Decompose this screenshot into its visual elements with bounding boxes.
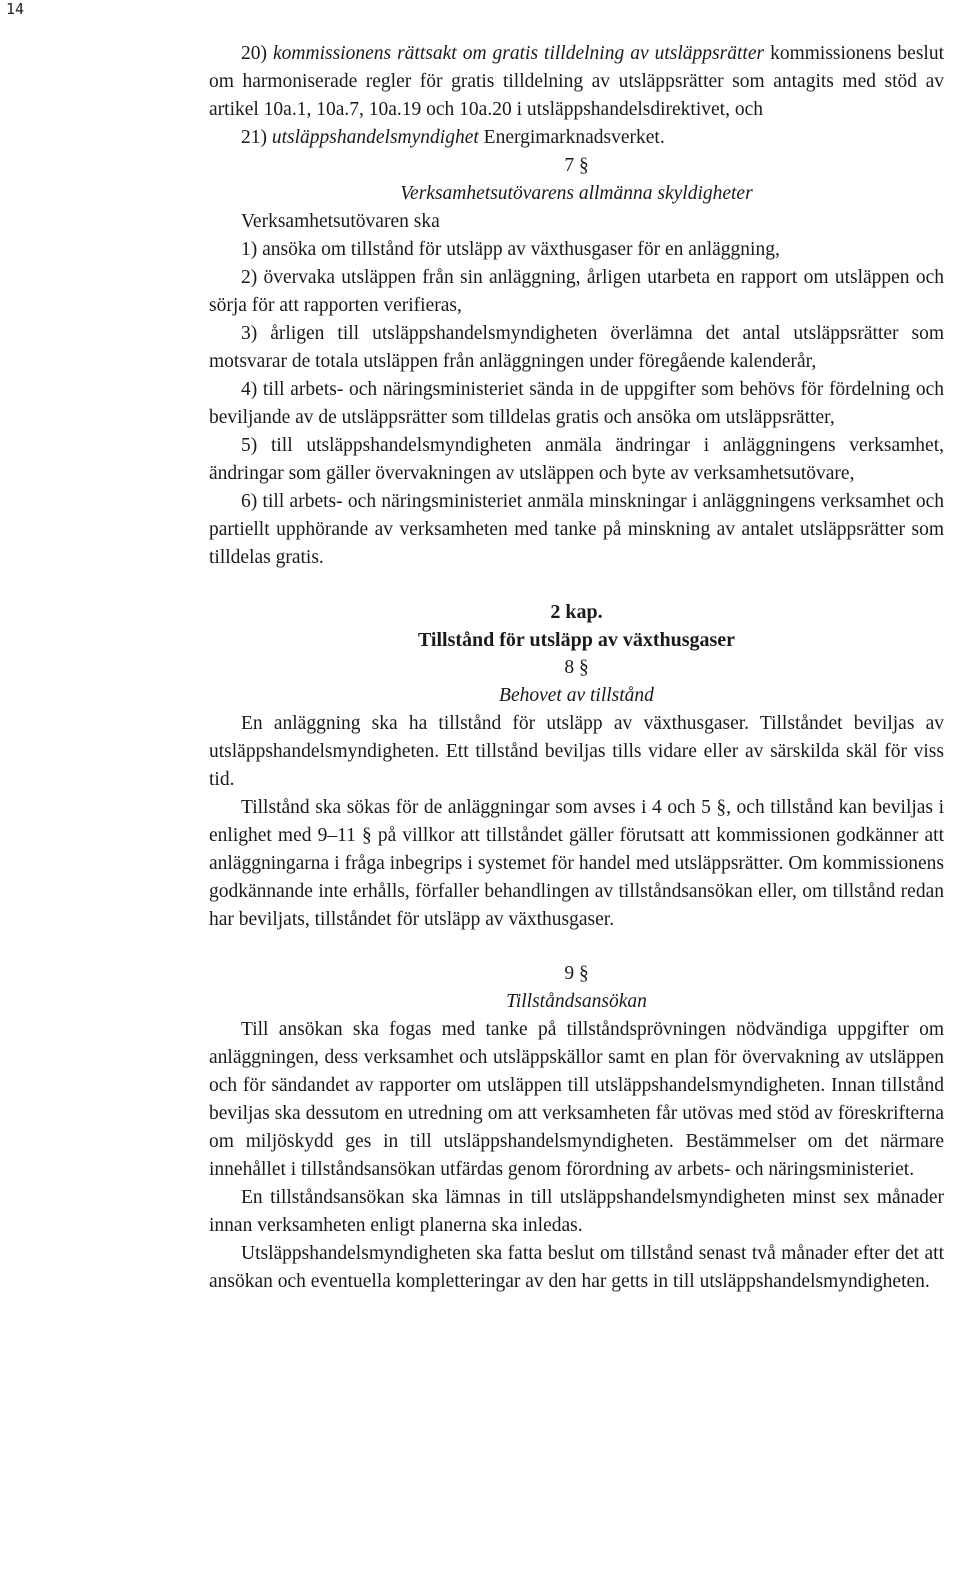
section-8-paragraph: En anläggning ska ha tillstånd för utsläpp av växthusgaser. Tillståndet beviljas av utsläppshandelsmyndigheten. Ett tillstånd beviljas tills vidare eller av särskilda skäl för viss tid. [209, 713, 944, 790]
section-9-paragraph: Utsläppshandelsmyndigheten ska fatta beslut om tillstånd senast två månader efter det att ansökan och eventuella kompletteringar av den har getts in till utsläppshandelsmyndigheten. [209, 1243, 944, 1292]
definition-21-text: Energimarknadsverket. [483, 127, 665, 148]
page-number: 14 [6, 0, 25, 18]
section-8-number: 8 § [564, 657, 589, 678]
section-7-item: 6) till arbets- och näringsministeriet anmäla minskningar i anläggningens verksamhet och partiellt upphörande av verksamheten med tanke på minskning av antalet utsläppsrätter som tilldelas gratis. [209, 491, 944, 568]
chapter-2-number: 2 kap. [550, 601, 603, 623]
definition-20-term: kommissionens rättsakt om gratis tilldelning av utsläppsrätter [273, 43, 765, 64]
section-7-title: Verksamhetsutövarens allmänna skyldigheter [400, 183, 753, 204]
section-7-item: 5) till utsläppshandelsmyndigheten anmäla ändringar i anläggningens verksamhet, ändringar som gäller övervakningen av utsläppen och byte av verksamhetsutövare, [209, 435, 944, 484]
section-9-title: Tillståndsansökan [506, 991, 647, 1012]
section-8-paragraph: Tillstånd ska sökas för de anläggningar som avses i 4 och 5 §, och tillstånd kan beviljas i enlighet med 9–11 § på villkor att tillståndet gäller förutsatt att kommissionen godkänner att anläggningarna i fråga inbegrips i systemet för handel med utsläppsrätter. Om kommissionens godkännande inte erhålls, förfaller behandlingen av tillståndsansökan eller, om tillstånd redan har beviljats, tillståndet för utsläpp av växthusgaser. [209, 797, 944, 930]
definition-20 [209, 40, 944, 124]
document-body [209, 40, 944, 1296]
definition-21-number: 21) [241, 127, 267, 148]
chapter-2-title: Tillstånd för utsläpp av växthusgaser [417, 629, 736, 651]
section-9-paragraph: Till ansökan ska fogas med tanke på tillståndsprövningen nödvändiga uppgifter om anläggningen, dess verksamhet och utsläppskällor samt en plan för övervakning av utsläppen och för sändandet av rapporter om utsläppen till utsläppshandelsmyndigheten. Innan tillstånd beviljas ska dessutom en utredning om att verksamheten får utövas med stöd av föreskrifterna om miljöskydd ges in till utsläppshandelsmyndigheten. Bestämmelser om det närmare innehållet i tillståndsansökan utfärdas genom förordning av arbets- och näringsministeriet. [209, 1019, 944, 1180]
definition-20-text: kommissionens beslut om harmoniserade regler för gratis tilldelning av utsläppsrätter som antagits med stöd av artikel 10a.1, 10a.7, 10a.19 och 10a.20 i utsläppshandelsdirektivet, och [209, 43, 945, 120]
definition-21 [209, 124, 944, 152]
section-7-number: 7 § [564, 155, 589, 176]
section-8-title: Behovet av tillstånd [499, 685, 654, 706]
section-7-item: 1) ansöka om tillstånd för utsläpp av växthusgaser för en anläggning, [241, 239, 780, 260]
section-9-number: 9 § [564, 963, 589, 984]
section-7-item: 4) till arbets- och näringsministeriet sända in de uppgifter som behövs för fördelning och beviljande av de utsläppsrätter som tilldelas gratis och ansöka om utsläppsrätter, [209, 379, 944, 428]
definition-21-term: utsläppshandelsmyndighet [271, 127, 479, 148]
section-7-item: 3) årligen till utsläppshandelsmyndigheten överlämna det antal utsläppsrätter som motsvarar de totala utsläppen från anläggningen under föregående kalenderår, [209, 323, 944, 372]
section-9-paragraph: En tillståndsansökan ska lämnas in till utsläppshandelsmyndigheten minst sex månader innan verksamheten enligt planerna ska inledas. [209, 1187, 944, 1236]
definition-20-number: 20) [241, 43, 267, 64]
section-7-item: 2) övervaka utsläppen från sin anläggning, årligen utarbeta en rapport om utsläppen och sörja för att rapporten verifieras, [209, 267, 944, 316]
section-7-intro: Verksamhetsutövaren ska [241, 211, 440, 232]
